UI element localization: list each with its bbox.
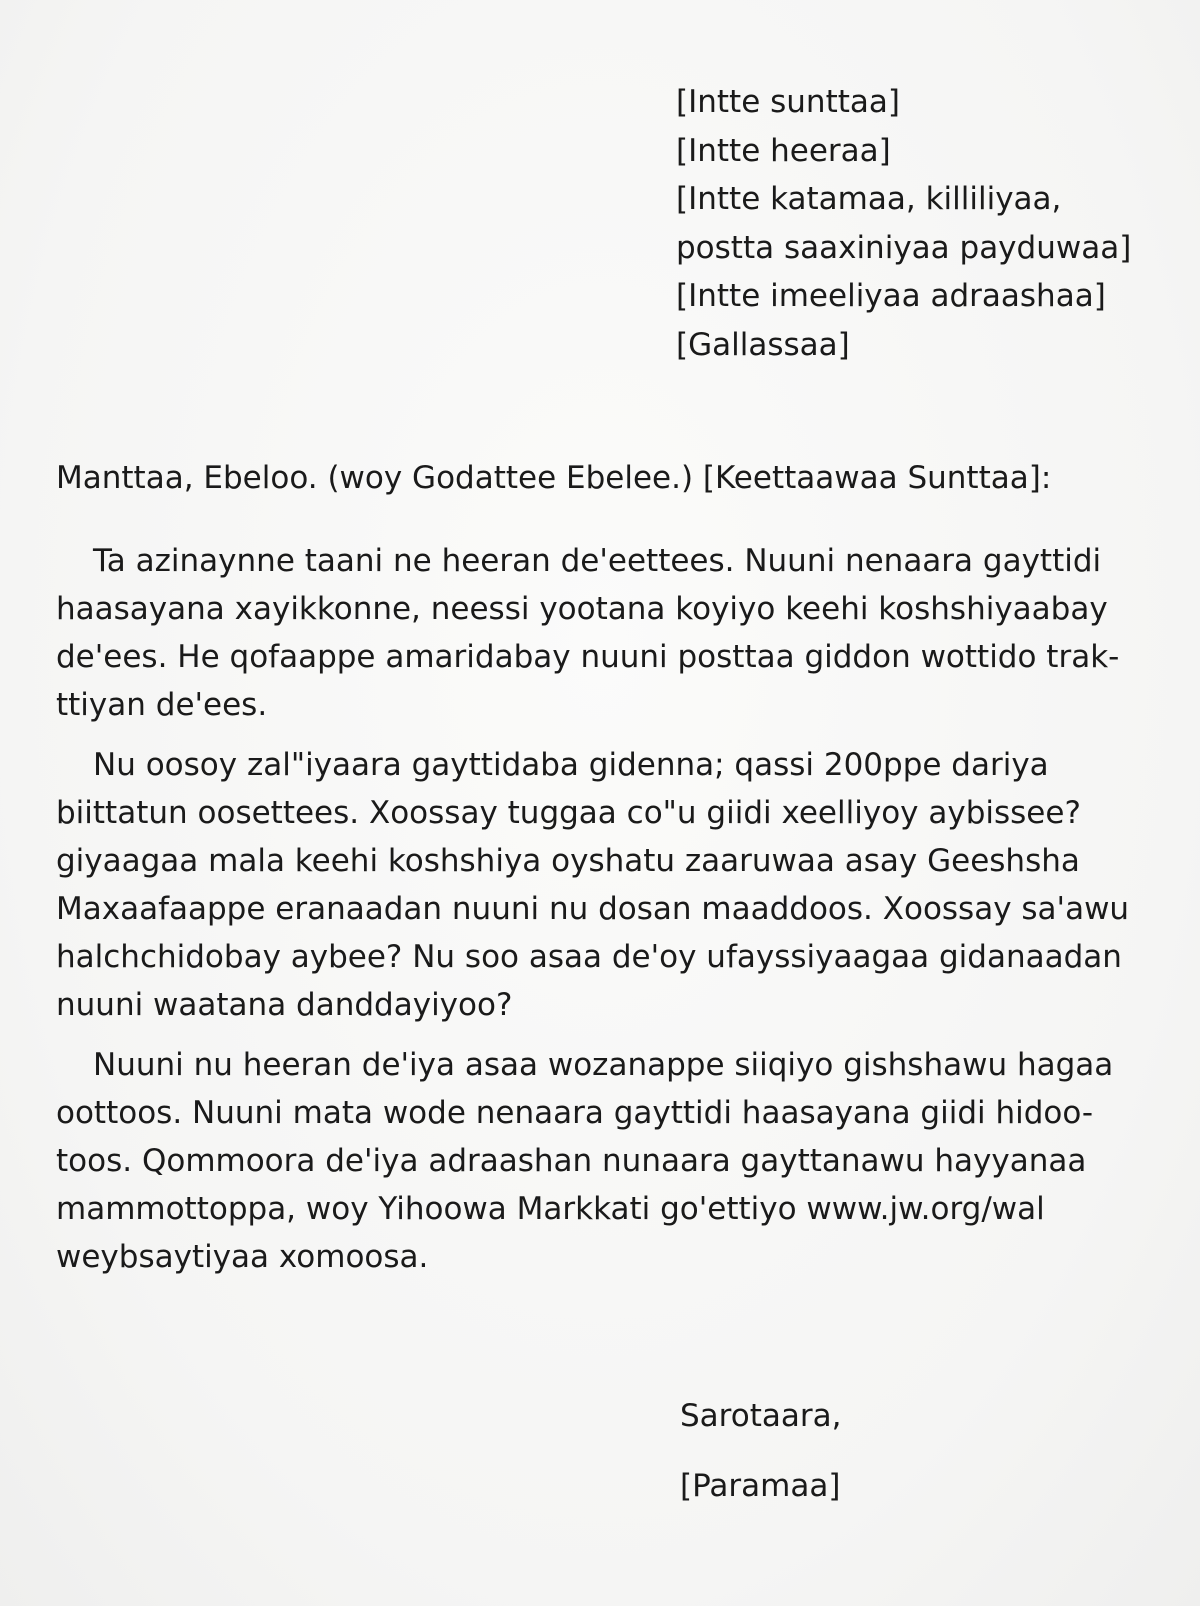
letter-date: [Gallassaa] xyxy=(676,326,850,363)
signature: [Paramaa] xyxy=(680,1468,841,1504)
paragraph-line: ttiyan de'ees. xyxy=(56,687,268,723)
paragraph-line: de'ees. He qofaappe amaridabay nuuni posttaa giddon wottido trak- xyxy=(56,639,1120,675)
sender-name: [Intte sunttaa] xyxy=(676,84,900,120)
paragraph-line: Ta azinaynne taani ne heeran de'eettees. Nuuni nenaara gayttidi xyxy=(93,543,1102,579)
sender-postal-code: postta saaxiniyaa payduwaa] xyxy=(676,229,1132,266)
sender-email: [Intte imeeliyaa adraashaa] xyxy=(676,278,1106,314)
salutation: Manttaa, Ebeloo. (woy Godattee Ebelee.) [Keettaawaa Sunttaa]: xyxy=(56,460,1052,496)
paragraph-3 xyxy=(56,1041,1131,1281)
paragraph-1 xyxy=(56,537,1131,729)
paragraph-2 xyxy=(56,741,1131,1029)
paragraph-line: Maxaafaappe eranaadan nuuni nu dosan maaddoos. Xoossay sa'awu xyxy=(56,891,1130,927)
paragraph-line: Nu oosoy zal"iyaara gayttidaba gidenna; qassi 200ppe dariya xyxy=(93,747,1049,783)
paragraph-line: haasayana xayikkonne, neessi yootana koyiyo keehi koshshiyaabay xyxy=(56,591,1108,627)
paragraph-line: Nuuni nu heeran de'iya asaa wozanappe siiqiyo gishshawu hagaa xyxy=(93,1047,1114,1083)
paragraph-line: mammottoppa, woy Yihoowa Markkati go'ettiyo www.jw.org/wal xyxy=(56,1191,1045,1227)
paragraph-line: toos. Qommoora de'iya adraashan nunaara gayttanawu hayyanaa xyxy=(56,1143,1087,1179)
paragraph-line: weybsaytiyaa xomoosa. xyxy=(56,1239,429,1275)
closing: Sarotaara, xyxy=(680,1398,842,1434)
paragraph-line: nuuni waatana danddayiyoo? xyxy=(56,987,513,1023)
paragraph-line: giyaagaa mala keehi koshshiya oyshatu zaaruwaa asay Geeshsha xyxy=(56,843,1080,879)
sender-street: [Intte heeraa] xyxy=(676,132,891,169)
letter-body xyxy=(56,537,1131,1293)
paragraph-line: biittatun oosettees. Xoossay tuggaa co"u giidi xeelliyoy aybissee? xyxy=(56,795,1081,831)
paragraph-line: oottoos. Nuuni mata wode nenaara gayttidi haasayana giidi hidoo- xyxy=(56,1095,1094,1131)
paragraph-line: halchchidobay aybee? Nu soo asaa de'oy ufayssiyaagaa gidanaadan xyxy=(56,939,1122,975)
sender-city-region: [Intte katamaa, killiliyaa, xyxy=(676,181,1062,217)
sender-address-block xyxy=(676,78,1131,369)
